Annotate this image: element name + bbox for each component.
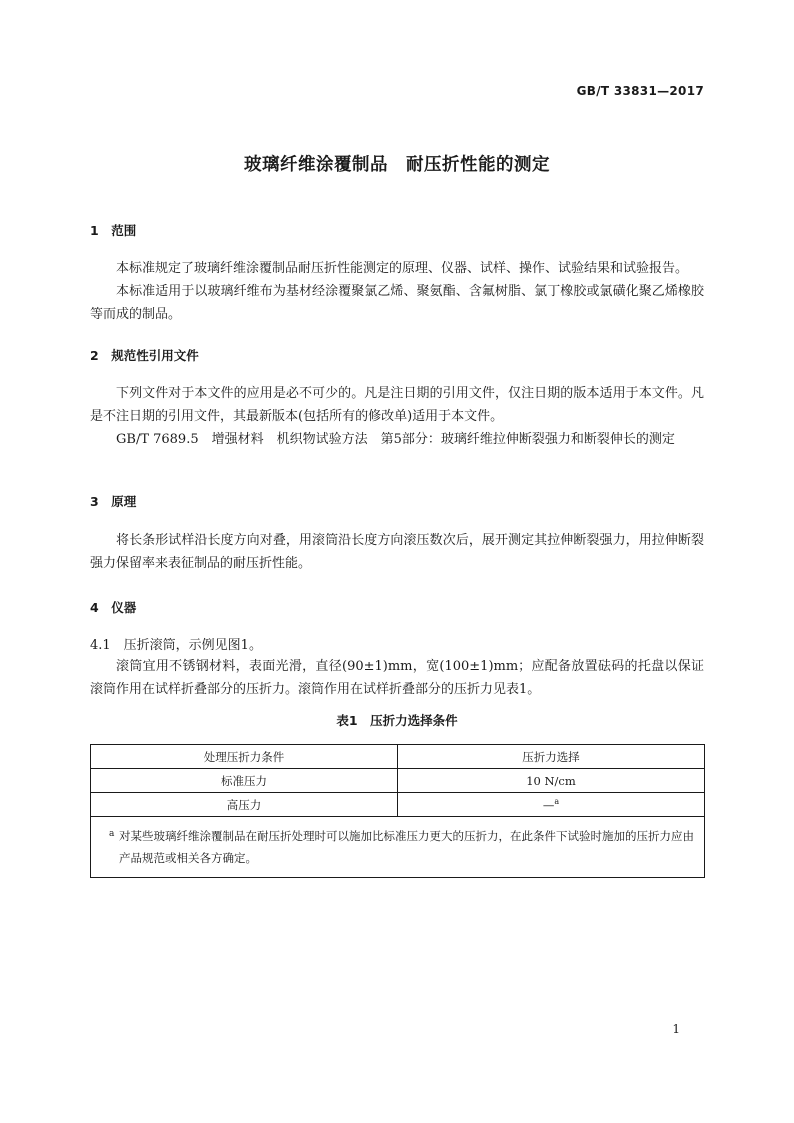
table-footnote-row xyxy=(91,817,705,878)
section-3-paragraph-1: 将长条形试样沿长度方向对叠，用滚筒沿长度方向滚压数次后，展开测定其拉伸断裂强力，用拉伸断裂强力保留率来表征制品的耐压折性能。 xyxy=(90,533,704,571)
section-3-heading: 3 原理 xyxy=(90,494,137,509)
table-cell: 10 N/cm xyxy=(398,769,705,793)
section-2-heading: 2 规范性引用文件 xyxy=(90,348,199,363)
section-4-paragraph-1: 滚筒宜用不锈钢材料，表面光滑，直径(90±1)mm，宽(100±1)mm；应配备放置砝码的托盘以保证滚筒作用在试样折叠部分的压折力。滚筒作用在试样折叠部分的压折力见表1。 xyxy=(90,659,704,697)
section-4-1-subheading: 4.1 压折滚筒，示例见图1。 xyxy=(90,638,262,653)
standard-code: GB/T 33831—2017 xyxy=(576,84,704,98)
table-cell: 标准压力 xyxy=(91,769,398,793)
pressure-condition-table xyxy=(90,744,705,878)
table-cell: 高压力 xyxy=(91,793,398,817)
section-1-paragraph-1: 本标准规定了玻璃纤维涂覆制品耐压折性能测定的原理、仪器、试样、操作、试验结果和试验报告。 xyxy=(116,261,689,276)
section-2-paragraph-1: 下列文件对于本文件的应用是必不可少的。凡是注日期的引用文件，仅注日期的版本适用于本文件。凡是不注日期的引用文件，其最新版本(包括所有的修改单)适用于本文件。 xyxy=(90,386,704,424)
document-title: 玻璃纤维涂覆制品 耐压折性能的测定 xyxy=(244,155,550,175)
table-row xyxy=(91,793,705,817)
section-2-paragraph-2: GB/T 7689.5 增强材料 机织物试验方法 第5部分：玻璃纤维拉伸断裂强力和断裂伸长的测定 xyxy=(116,432,675,447)
table-header-cell: 压折力选择 xyxy=(398,745,705,769)
high-pressure-value: — xyxy=(542,797,555,812)
table-row xyxy=(91,769,705,793)
section-1-paragraph-2: 本标准适用于以玻璃纤维布为基材经涂覆聚氯乙烯、聚氨酯、含氟树脂、氯丁橡胶或氯磺化聚乙烯橡胶等而成的制品。 xyxy=(90,284,704,322)
table-header-cell: 处理压折力条件 xyxy=(91,745,398,769)
table-header-row xyxy=(91,745,705,769)
page-number: 1 xyxy=(672,1022,680,1036)
table-caption: 表1 压折力选择条件 xyxy=(336,713,458,728)
table-footnote xyxy=(91,817,705,878)
section-1-heading: 1 范围 xyxy=(90,223,137,238)
footnote-text: 对某些玻璃纤维涂覆制品在耐压折处理时可以施加比标准压力更大的压折力，在此条件下试验时施加的压折力应由产品规范或相关各方确定。 xyxy=(119,829,694,865)
section-4-heading: 4 仪器 xyxy=(90,600,137,615)
table-cell xyxy=(398,793,705,817)
footnote-ref: a xyxy=(554,797,560,807)
footnote-marker: a xyxy=(109,829,115,839)
